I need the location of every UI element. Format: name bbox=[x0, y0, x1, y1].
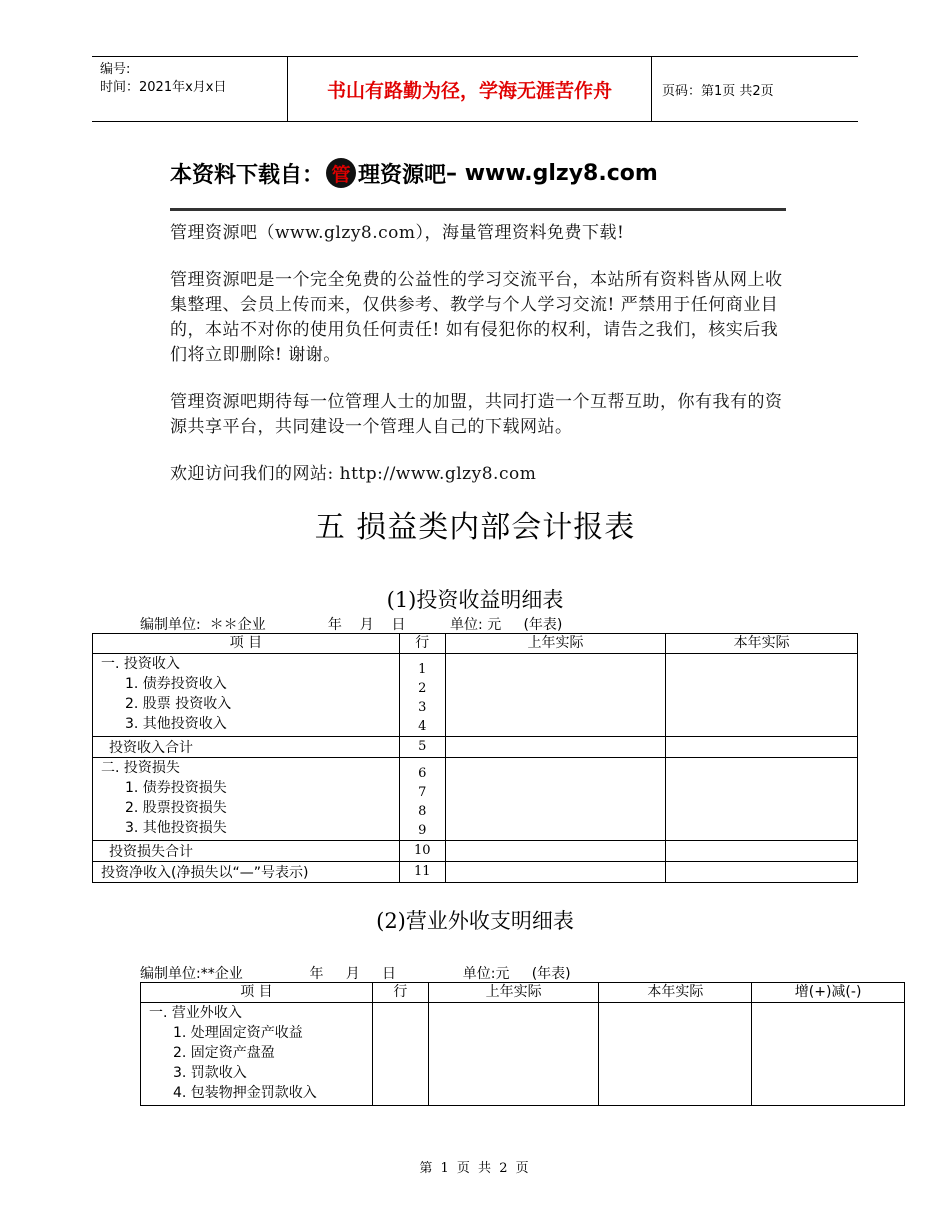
this-year-cell[interactable] bbox=[666, 841, 858, 862]
change-cell[interactable] bbox=[752, 1003, 905, 1106]
last-year-cell[interactable] bbox=[445, 654, 666, 737]
page-footer: 第 1 页 共 2 页 bbox=[419, 1161, 531, 1176]
investment-income-table bbox=[92, 633, 858, 883]
subtotal-label: 投资收入合计 bbox=[93, 737, 400, 758]
item-label: 4. 包装物押金罚款收入 bbox=[173, 1085, 317, 1101]
last-year-cell[interactable] bbox=[445, 758, 666, 841]
banner-para-3: 管理资源吧期待每一位管理人士的加盟，共同打造一个互帮互助，你有我有的资源共享平台，共同建设一个管理人自己的下载网站。 bbox=[170, 392, 783, 437]
table-row bbox=[93, 654, 858, 737]
item-label: 1. 债券投资损失 bbox=[125, 780, 227, 796]
col-this-year: 本年实际 bbox=[666, 634, 858, 654]
banner-divider bbox=[170, 208, 786, 211]
banner-para-4[interactable]: 欢迎访问我们的网站: http://www.glzy8.com bbox=[170, 464, 537, 484]
non-operating-table bbox=[140, 982, 905, 1106]
item-cell bbox=[93, 758, 400, 841]
table-row bbox=[141, 1003, 905, 1106]
row-number: 11 bbox=[399, 862, 445, 883]
table-header-row bbox=[93, 634, 858, 654]
header-motto: 书山有路勤为径，学海无涯苦作舟 bbox=[288, 57, 652, 121]
header-meta bbox=[92, 57, 288, 121]
table-row bbox=[93, 737, 858, 758]
banner-url[interactable]: – www.glzy8.com bbox=[446, 160, 658, 186]
col-this-year: 本年实际 bbox=[599, 983, 752, 1003]
col-last-year: 上年实际 bbox=[428, 983, 599, 1003]
this-year-cell[interactable] bbox=[666, 862, 858, 883]
row-number-cell[interactable] bbox=[372, 1003, 428, 1106]
logo-icon: 管 bbox=[326, 158, 356, 188]
this-year-cell[interactable] bbox=[666, 737, 858, 758]
banner-para-2: 管理资源吧是一个完全免费的公益性的学习交流平台，本站所有资料皆从网上收集整理、会员上传而来，仅供参考、教学与个人学习交流! 严禁用于任何商业目的，本站不对你的使用负任何责任! 如有侵犯你的权利，请告之我们，核实后我们将立即删除! 谢谢。 bbox=[170, 270, 783, 365]
item-label: 2. 股票 投资收入 bbox=[125, 696, 232, 712]
row-number: 7 bbox=[418, 785, 427, 800]
item-label: 1. 债券投资收入 bbox=[125, 676, 227, 692]
item-cell bbox=[141, 1003, 373, 1106]
banner-brand: 理资源吧 bbox=[358, 162, 447, 188]
row-number: 1 bbox=[418, 662, 427, 677]
item-label: 3. 罚款收入 bbox=[173, 1065, 247, 1081]
item-label: 二. 投资损失 bbox=[101, 760, 180, 776]
col-item: 项 目 bbox=[141, 983, 373, 1003]
last-year-cell[interactable] bbox=[445, 862, 666, 883]
row-number: 4 bbox=[418, 719, 427, 734]
row-number: 5 bbox=[399, 737, 445, 758]
col-item: 项 目 bbox=[93, 634, 400, 654]
row-number: 9 bbox=[418, 823, 427, 838]
col-row: 行 bbox=[399, 634, 445, 654]
time-label: 时间：2021年x月x日 bbox=[100, 80, 227, 95]
item-label: 一. 投资收入 bbox=[101, 656, 180, 672]
item-label: 3. 其他投资收入 bbox=[125, 716, 227, 732]
table-row bbox=[93, 862, 858, 883]
item-label: 1. 处理固定资产收益 bbox=[173, 1025, 303, 1041]
row-number: 8 bbox=[418, 804, 427, 819]
header-page-label: 页码：第1页 共2页 bbox=[662, 83, 774, 99]
col-last-year: 上年实际 bbox=[445, 634, 666, 654]
number-label: 编号: bbox=[100, 62, 131, 77]
document-header bbox=[92, 56, 858, 122]
page-title: 五 损益类内部会计报表 bbox=[314, 510, 636, 545]
row-number-cell bbox=[399, 654, 445, 737]
last-year-cell[interactable] bbox=[428, 1003, 599, 1106]
this-year-cell[interactable] bbox=[666, 654, 858, 737]
table2-title: (2)营业外收支明细表 bbox=[376, 909, 574, 933]
table-header-row bbox=[141, 983, 905, 1003]
net-label: 投资净收入(净损失以“—”号表示) bbox=[93, 862, 400, 883]
table1-meta: 编制单位: ＊＊企业 年 月 日 单位: 元 (年表) bbox=[140, 617, 563, 633]
col-row: 行 bbox=[372, 983, 428, 1003]
item-cell bbox=[93, 654, 400, 737]
row-number: 3 bbox=[418, 700, 427, 715]
row-number: 6 bbox=[418, 766, 427, 781]
item-label: 一. 营业外收入 bbox=[149, 1005, 242, 1021]
item-label: 2. 股票投资损失 bbox=[125, 800, 227, 816]
banner-para-1: 管理资源吧（www.glzy8.com），海量管理资料免费下载! bbox=[170, 223, 625, 243]
last-year-cell[interactable] bbox=[445, 737, 666, 758]
download-banner bbox=[170, 150, 786, 487]
item-label: 2. 固定资产盘盈 bbox=[173, 1045, 275, 1061]
banner-title bbox=[170, 150, 786, 196]
table-row bbox=[93, 758, 858, 841]
last-year-cell[interactable] bbox=[445, 841, 666, 862]
table2-meta: 编制单位:**企业 年 月 日 单位:元 (年表) bbox=[140, 966, 571, 982]
subtotal-label: 投资损失合计 bbox=[93, 841, 400, 862]
row-number: 10 bbox=[399, 841, 445, 862]
table1-title: (1)投资收益明细表 bbox=[386, 588, 564, 612]
this-year-cell[interactable] bbox=[666, 758, 858, 841]
row-number-cell bbox=[399, 758, 445, 841]
banner-prefix: 本资料下载自： bbox=[170, 162, 325, 188]
col-change: 增(+)减(-) bbox=[752, 983, 905, 1003]
item-label: 3. 其他投资损失 bbox=[125, 820, 227, 836]
row-number: 2 bbox=[418, 681, 427, 696]
table-row bbox=[93, 841, 858, 862]
this-year-cell[interactable] bbox=[599, 1003, 752, 1106]
